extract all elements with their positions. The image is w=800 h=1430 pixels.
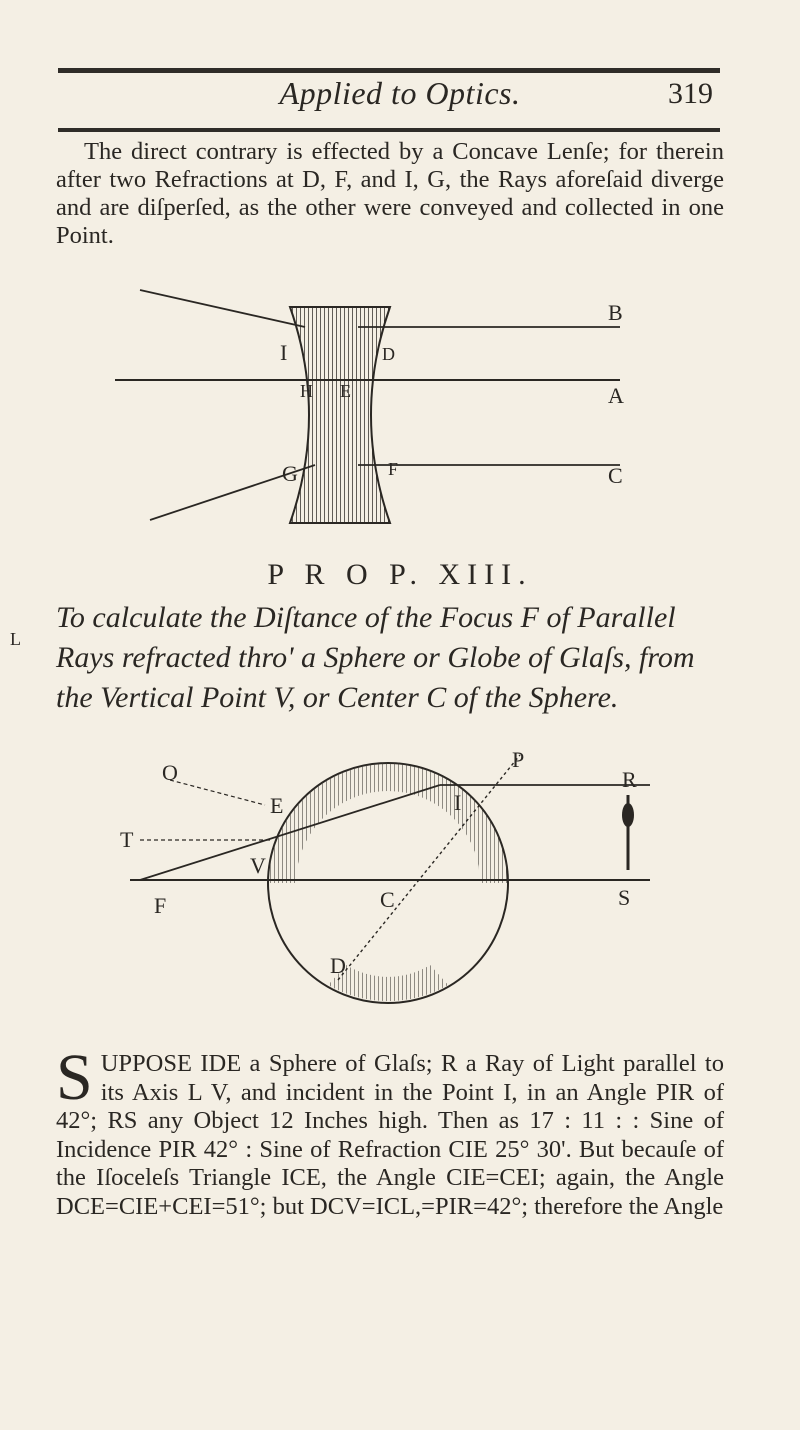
- label-d: D: [382, 344, 395, 364]
- concave-lens: [290, 307, 390, 523]
- label-s: S: [618, 885, 631, 910]
- label-a: A: [608, 383, 624, 408]
- label-d: D: [330, 953, 346, 978]
- label-f: F: [388, 459, 399, 479]
- paragraph-suppose: [56, 1041, 724, 1222]
- proposition-heading: P R O P. XIII.: [267, 558, 533, 591]
- label-r: R: [622, 767, 637, 792]
- paragraph-text: [56, 1041, 724, 1222]
- label-b: B: [608, 300, 623, 325]
- label-v: V: [250, 853, 266, 878]
- dotted-line-o: [170, 780, 265, 805]
- page-number: 319: [668, 77, 713, 110]
- object-head: [622, 803, 634, 827]
- label-c: C: [380, 887, 395, 912]
- paragraph-body: UPPOSE IDE a Sphere of Glaſs; R a Ray of Light parallel to its Axis L V, and incident in the Point I, in an Angle PIR of 42°; RS any Object 12 Inches high. Then as 17 : 11 : : Sine of Incidence PIR 42° : Sine of Refraction CIE 25° 30'. But becauſe of the Iſoceleſs Triangle ICE, the Angle CIE=CEI; again, the Angle DCE=CIE+CEI=51°; but DCV=ICL,=PIR=42°; therefore the Angle: [56, 1050, 724, 1220]
- label-f: F: [154, 893, 167, 918]
- label-h: H: [300, 381, 313, 401]
- running-head: Applied to Optics.: [279, 75, 521, 111]
- paragraph-concave-lens: [56, 138, 724, 250]
- paragraph-text: The direct contrary is effected by a Concave Lenſe; for therein after two Refractions at D, F, and I, G, the Rays aforeſaid diverge and are diſperſed, as the other were conveyed and collected in one Point.: [56, 138, 724, 249]
- header-rule: [58, 128, 720, 132]
- concave-lens-diagram: [120, 285, 640, 545]
- label-p: P: [512, 747, 525, 772]
- label-t: T: [120, 827, 134, 852]
- label-g: G: [282, 461, 298, 486]
- sphere-shading-top: [268, 763, 508, 883]
- top-rule: [58, 68, 720, 73]
- label-i: I: [454, 790, 462, 815]
- label-c: C: [608, 463, 623, 488]
- label-e: E: [340, 381, 351, 401]
- label-o: O: [162, 760, 178, 785]
- drop-cap: S: [56, 1041, 93, 1114]
- diverging-ray-upper: [140, 290, 305, 327]
- label-e: E: [270, 793, 284, 818]
- label-l: L: [10, 629, 21, 649]
- proposition-title: To calculate the Diſtance of the Focus F of Parallel Rays refracted thro' a Sphere or Globe of Glaſs, from the Vertical Point V, or Center C of the Sphere.: [56, 601, 695, 714]
- label-i: I: [280, 340, 288, 365]
